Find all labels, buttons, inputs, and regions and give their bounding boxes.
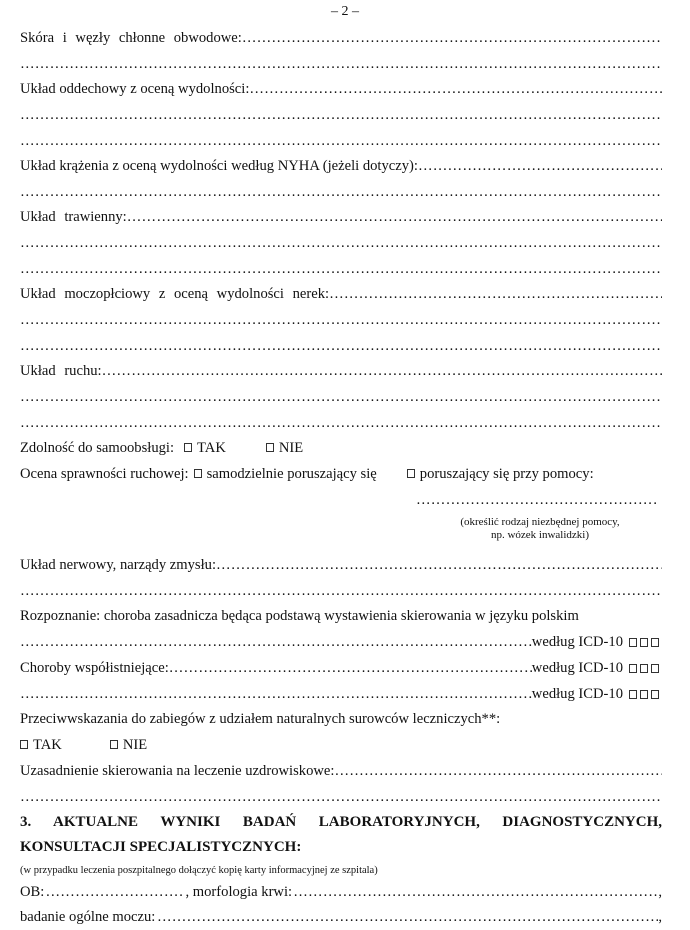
self-care-label: Zdolność do samoobsługi: xyxy=(20,440,175,456)
nervous-label: Układ nerwowy, narządy zmysłu: xyxy=(20,557,217,573)
fill-line[interactable] xyxy=(20,261,662,278)
contraindications-label: Przeciwwskazania do zabiegów z udziałem naturalnych surowców leczniczych**: xyxy=(20,711,501,727)
fill-line[interactable] xyxy=(20,789,662,806)
ob-row-comma: , xyxy=(658,884,662,900)
ob-label: OB: xyxy=(20,884,45,900)
justification-line[interactable] xyxy=(334,763,662,780)
mobility-independent-checkbox[interactable] xyxy=(194,469,202,478)
justification-field[interactable] xyxy=(20,763,662,783)
motor-label: Układ ruchu: xyxy=(20,363,102,379)
nervous-line[interactable] xyxy=(216,557,662,574)
contraindications-options xyxy=(20,737,662,757)
motor-extra-line-1[interactable] xyxy=(20,389,662,409)
comorbidities-extra-icd-label: według ICD-10 xyxy=(531,686,623,702)
respiratory-label: Układ oddechowy z oceną wydolności: xyxy=(20,81,250,97)
urine-row-comma: , xyxy=(658,909,662,925)
motor-extra-line-2[interactable] xyxy=(20,415,662,435)
respiratory-extra-line-2[interactable] xyxy=(20,133,662,153)
motor-field[interactable] xyxy=(20,363,662,383)
ob-morphology-row xyxy=(20,884,662,904)
comorbidities-icd-label: według ICD-10 xyxy=(531,660,623,676)
page-number: – 2 – xyxy=(331,4,359,19)
icd-box[interactable] xyxy=(640,664,648,673)
self-care-no-label: NIE xyxy=(278,440,304,456)
urinary-field[interactable] xyxy=(20,286,662,306)
diagnosis-icd-label: według ICD-10 xyxy=(531,634,623,650)
urinary-label: Układ moczopłciowy z oceną wydolności nerek: xyxy=(20,286,330,302)
digestive-extra-line-2[interactable] xyxy=(20,261,662,281)
mobility-assist-line[interactable] xyxy=(416,492,656,512)
ob-line[interactable] xyxy=(45,884,185,901)
skin-field[interactable] xyxy=(20,30,662,50)
fill-line[interactable] xyxy=(20,107,662,124)
morphology-line[interactable] xyxy=(293,884,658,901)
comorbidities-extra-field[interactable] xyxy=(20,686,662,706)
diagnosis-field[interactable] xyxy=(20,634,662,654)
digestive-field[interactable] xyxy=(20,209,662,229)
comorbidities-label: Choroby współistniejące: xyxy=(20,660,169,676)
self-care-yes-checkbox[interactable] xyxy=(184,443,192,452)
skin-extra-line[interactable] xyxy=(20,56,662,76)
diagnosis-row xyxy=(20,608,662,628)
fill-line[interactable] xyxy=(20,184,662,201)
icd-box[interactable] xyxy=(651,664,659,673)
mobility-assisted-checkbox[interactable] xyxy=(407,469,415,478)
urine-field[interactable] xyxy=(20,909,662,929)
nervous-extra-line[interactable] xyxy=(20,583,662,603)
diagnosis-label: Rozpoznanie: choroba zasadnicza będąca podstawą wystawienia skierowania w języku polskim xyxy=(20,608,579,624)
icd-box[interactable] xyxy=(651,690,659,699)
skin-line[interactable] xyxy=(242,30,662,47)
circulatory-field[interactable] xyxy=(20,158,662,178)
contraindications-no-label: NIE xyxy=(122,737,148,753)
urine-line[interactable] xyxy=(157,909,658,926)
section-3-heading-cont: KONSULTACJI SPECJALISTYCZNYCH: xyxy=(20,839,302,855)
urine-label: badanie ogólne moczu: xyxy=(20,909,156,925)
digestive-extra-line-1[interactable] xyxy=(20,235,662,255)
self-care-row xyxy=(20,440,662,460)
respiratory-field[interactable] xyxy=(20,81,662,101)
digestive-label: Układ trawienny: xyxy=(20,209,127,225)
urinary-line[interactable] xyxy=(329,286,662,303)
comorbidities-extra-line[interactable] xyxy=(20,686,532,703)
section-3-note: (w przypadku leczenia poszpitalnego dołączyć kopię karty informacyjnej ze szpitala) xyxy=(20,865,378,876)
skin-label: Skóra i węzły chłonne obwodowe: xyxy=(20,30,242,46)
circulatory-line[interactable] xyxy=(418,158,662,175)
morphology-label: , morfologia krwi: xyxy=(185,884,293,900)
fill-line[interactable] xyxy=(20,338,662,355)
diagnosis-line[interactable] xyxy=(20,634,532,651)
mobility-note xyxy=(420,516,660,542)
fill-line[interactable] xyxy=(20,56,662,73)
mobility-label: Ocena sprawności ruchowej: xyxy=(20,466,189,482)
respiratory-line[interactable] xyxy=(249,81,662,98)
contraindications-no-checkbox[interactable] xyxy=(110,740,118,749)
mobility-row xyxy=(20,466,662,486)
justification-extra-line[interactable] xyxy=(20,789,662,809)
comorbidities-line[interactable] xyxy=(169,660,532,677)
icd-box[interactable] xyxy=(629,638,637,647)
digestive-line[interactable] xyxy=(127,209,662,226)
motor-line[interactable] xyxy=(102,363,662,380)
fill-line[interactable] xyxy=(416,492,656,509)
mobility-independent-label: samodzielnie poruszający się xyxy=(206,466,377,482)
circulatory-extra-line[interactable] xyxy=(20,184,662,204)
urinary-extra-line-1[interactable] xyxy=(20,312,662,332)
icd-box[interactable] xyxy=(640,690,648,699)
mobility-note-line-1: (określić rodzaj niezbędnej pomocy, xyxy=(460,516,620,528)
fill-line[interactable] xyxy=(20,133,662,150)
contraindications-row xyxy=(20,711,662,731)
self-care-no-checkbox[interactable] xyxy=(266,443,274,452)
fill-line[interactable] xyxy=(20,312,662,329)
fill-line[interactable] xyxy=(20,583,662,600)
fill-line[interactable] xyxy=(20,389,662,406)
mobility-assisted-label: poruszający się przy pomocy: xyxy=(419,466,594,482)
fill-line[interactable] xyxy=(20,235,662,252)
icd-box[interactable] xyxy=(629,664,637,673)
justification-label: Uzasadnienie skierowania na leczenie uzdrowiskowe: xyxy=(20,763,335,779)
circulatory-label: Układ krążenia z oceną wydolności według NYHA (jeżeli dotyczy): xyxy=(20,158,418,174)
mobility-note-line-2: np. wózek inwalidzki) xyxy=(490,529,590,541)
icd-box[interactable] xyxy=(651,638,659,647)
icd-box[interactable] xyxy=(640,638,648,647)
respiratory-extra-line-1[interactable] xyxy=(20,107,662,127)
contraindications-yes-checkbox[interactable] xyxy=(20,740,28,749)
section-3-heading: 3. AKTUALNE WYNIKI BADAŃ LABORATORYJNYCH, DIAGNOSTYCZNYCH, xyxy=(20,814,662,830)
icd-box[interactable] xyxy=(629,690,637,699)
self-care-yes-label: TAK xyxy=(197,440,226,456)
fill-line[interactable] xyxy=(20,415,662,432)
contraindications-yes-label: TAK xyxy=(33,737,62,753)
urinary-extra-line-2[interactable] xyxy=(20,338,662,358)
nervous-field[interactable] xyxy=(20,557,662,577)
comorbidities-field[interactable] xyxy=(20,660,662,680)
